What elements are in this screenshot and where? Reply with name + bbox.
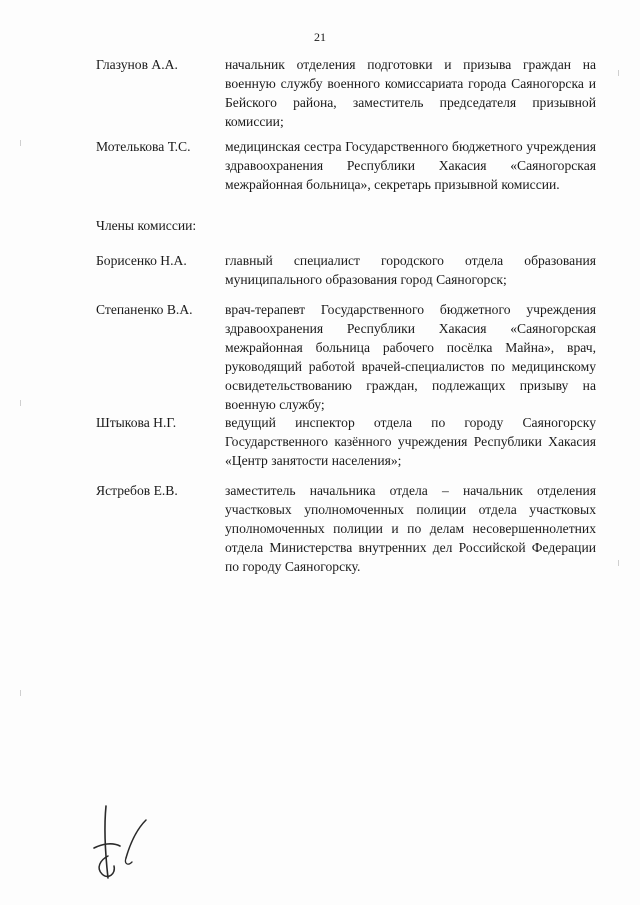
scan-mark xyxy=(20,400,21,406)
person-name: Степаненко В.А. xyxy=(96,302,193,317)
person-name: Ястребов Е.В. xyxy=(96,483,178,498)
person-position: главный специалист городского отдела образования муниципального образования город Саяногорск; xyxy=(225,253,596,287)
person-name: Мотелькова Т.С. xyxy=(96,139,191,154)
commission-member-borisenko xyxy=(96,251,596,289)
person-position: заместитель начальника отдела – начальник отделения участковых уполномоченных полиции отдела участковых уполномоченных полиции и по делам несовершеннолетних отдела Министерства внутренних дел Российской Федерации по городу Саяногорску. xyxy=(225,483,596,574)
handwritten-signature xyxy=(86,796,176,886)
commission-entry-motelkova xyxy=(96,137,596,194)
commission-member-yastrebov xyxy=(96,481,596,576)
commission-member-shtykova xyxy=(96,413,596,470)
scan-mark xyxy=(20,140,21,146)
commission-member-stepanenko xyxy=(96,300,596,414)
commission-entry-glazunov xyxy=(96,55,596,131)
scan-mark xyxy=(618,560,619,566)
person-position: начальник отделения подготовки и призыва граждан на военную службу военного комиссариата города Саяногорска и Бейского района, заместитель председателя призывной комиссии; xyxy=(225,57,596,129)
person-position: врач-терапевт Государственного бюджетного учреждения здравоохранения Республики Хакасия «Саяногорская межрайонная больница рабочего посёлка Майна», врач, руководящий работой врачей-специалистов по медицинскому освидетельствованию граждан, подлежащих призыву на военную службу; xyxy=(225,302,596,412)
members-heading: Члены комиссии: xyxy=(96,218,197,233)
scan-mark xyxy=(618,70,619,76)
person-position: медицинская сестра Государственного бюджетного учреждения здравоохранения Республики Хакасия «Саяногорская межрайонная больница», секретарь призывной комиссии. xyxy=(225,139,596,192)
person-name: Глазунов А.А. xyxy=(96,57,178,72)
page-number: 21 xyxy=(314,30,326,44)
person-position: ведущий инспектор отдела по городу Саяногорску Государственного казённого учреждения Республики Хакасия «Центр занятости населения»; xyxy=(225,415,596,468)
person-name: Штыкова Н.Г. xyxy=(96,415,177,430)
person-name: Борисенко Н.А. xyxy=(96,253,187,268)
scan-mark xyxy=(20,690,21,696)
